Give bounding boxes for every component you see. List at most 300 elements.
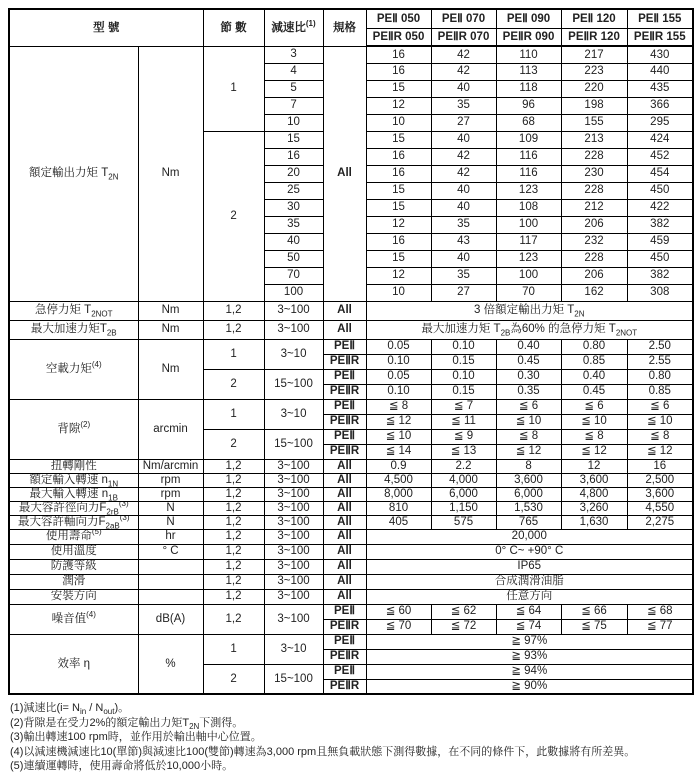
value-cell: 4,500: [366, 473, 431, 487]
value-cell: 450: [627, 250, 693, 267]
value-cell: 68: [496, 114, 561, 131]
stage-cell: 1: [203, 339, 264, 369]
ratio-cell: 15~100: [264, 369, 323, 399]
row-label: 背隙$^{(2)}$: [9, 399, 138, 459]
span-value-cell: ≧ 97%: [366, 634, 693, 649]
value-cell: 382: [627, 216, 693, 233]
spec-cell: All: [323, 544, 366, 559]
value-cell: 42: [431, 165, 496, 182]
ratio-cell: 3~100: [264, 473, 323, 487]
value-cell: 435: [627, 80, 693, 97]
value-cell: 0.85: [627, 384, 693, 399]
value-cell: 0.15: [431, 384, 496, 399]
unit-cell: N: [138, 501, 203, 515]
spec-cell: All: [323, 301, 366, 320]
value-cell: 0.15: [431, 354, 496, 369]
spec-cell: All: [323, 487, 366, 501]
table-row: [9, 589, 693, 604]
unit-cell: arcmin: [138, 399, 203, 459]
value-cell: 100: [496, 267, 561, 284]
value-cell: 35: [431, 97, 496, 114]
value-cell: 8,000: [366, 487, 431, 501]
value-cell: 295: [627, 114, 693, 131]
footnotes: [10, 701, 690, 774]
value-cell: 228: [561, 148, 627, 165]
value-cell: 4,000: [431, 473, 496, 487]
value-cell: 0.05: [366, 339, 431, 354]
value-cell: 0.80: [561, 339, 627, 354]
span-value-cell: 20,000: [366, 529, 693, 544]
value-cell: 308: [627, 284, 693, 301]
value-cell: ≦ 66: [561, 604, 627, 619]
value-cell: 3,600: [627, 487, 693, 501]
value-cell: 0.10: [366, 354, 431, 369]
ratio-cell: 40: [264, 233, 323, 250]
stage-cell: 2: [203, 664, 264, 694]
row-label: 扭轉剛性: [9, 459, 138, 473]
value-cell: 4,800: [561, 487, 627, 501]
value-cell: 6,000: [431, 487, 496, 501]
value-cell: 430: [627, 46, 693, 63]
spec-table-body: [9, 9, 693, 694]
value-cell: ≦ 7: [431, 399, 496, 414]
value-cell: ≦ 74: [496, 619, 561, 634]
ratio-cell: 3: [264, 46, 323, 63]
value-cell: 206: [561, 267, 627, 284]
value-cell: 366: [627, 97, 693, 114]
value-cell: 0.10: [431, 339, 496, 354]
value-cell: 198: [561, 97, 627, 114]
ratio-cell: 3~100: [264, 501, 323, 515]
value-cell: 0.35: [496, 384, 561, 399]
spec-cell: PEⅡR: [323, 354, 366, 369]
unit-cell: [138, 559, 203, 574]
table-row: [9, 473, 693, 487]
value-cell: ≦ 14: [366, 444, 431, 459]
span-value-cell: 3 倍額定輸出力矩 $T_{2N}$: [366, 301, 693, 320]
col-header-model-pe2r-1: PEⅡR 070: [431, 28, 496, 46]
value-cell: ≦ 64: [496, 604, 561, 619]
value-cell: 16: [627, 459, 693, 473]
value-cell: 440: [627, 63, 693, 80]
table-row: [9, 604, 693, 619]
value-cell: ≦ 12: [496, 444, 561, 459]
ratio-cell: 35: [264, 216, 323, 233]
value-cell: ≦ 8: [627, 429, 693, 444]
row-label: 額定輸入轉速 $n_{1N}$: [9, 473, 138, 487]
value-cell: ≦ 10: [627, 414, 693, 429]
value-cell: 40: [431, 80, 496, 97]
value-cell: 113: [496, 63, 561, 80]
value-cell: ≦ 8: [366, 399, 431, 414]
value-cell: 2.2: [431, 459, 496, 473]
spec-cell: PEⅡ: [323, 399, 366, 414]
value-cell: 15: [366, 182, 431, 199]
unit-cell: [138, 574, 203, 589]
value-cell: 2,275: [627, 515, 693, 529]
row-label: 最大輸入轉速 $n_{1B}$: [9, 487, 138, 501]
value-cell: 118: [496, 80, 561, 97]
row-label: 使用溫度: [9, 544, 138, 559]
stage-cell: 1: [203, 634, 264, 664]
stage-cell: 1,2: [203, 604, 264, 634]
unit-cell: dB(A): [138, 604, 203, 634]
value-cell: 223: [561, 63, 627, 80]
value-cell: ≦ 8: [496, 429, 561, 444]
value-cell: 110: [496, 46, 561, 63]
span-value-cell: ≧ 90%: [366, 679, 693, 694]
stage-cell: 1,2: [203, 574, 264, 589]
ratio-cell: 70: [264, 267, 323, 284]
value-cell: 15: [366, 80, 431, 97]
ratio-cell: 3~100: [264, 459, 323, 473]
table-row: [9, 634, 693, 649]
unit-cell: Nm/arcmin: [138, 459, 203, 473]
value-cell: 109: [496, 131, 561, 148]
value-cell: 454: [627, 165, 693, 182]
value-cell: ≦ 10: [561, 414, 627, 429]
ratio-cell: 3~100: [264, 320, 323, 339]
row-label: 潤滑: [9, 574, 138, 589]
stage-cell: 1,2: [203, 589, 264, 604]
stage-cell: 1,2: [203, 559, 264, 574]
col-header-model-pe2-2: PEⅡ 090: [496, 9, 561, 28]
value-cell: 42: [431, 148, 496, 165]
value-cell: 0.30: [496, 369, 561, 384]
value-cell: 35: [431, 267, 496, 284]
col-header-model-pe2-4: PEⅡ 155: [627, 9, 693, 28]
unit-cell: Nm: [138, 320, 203, 339]
value-cell: 8: [496, 459, 561, 473]
ratio-cell: 16: [264, 148, 323, 165]
value-cell: 40: [431, 131, 496, 148]
spec-cell: PEⅡ: [323, 634, 366, 649]
value-cell: 228: [561, 182, 627, 199]
row-label: 急停力矩 $T_{2NOT}$: [9, 301, 138, 320]
footnote-4: (4)以減速機減速比10(單節)與減速比100(雙節)轉速為3,000 rpm且無負載狀態下測得數據，在不同的條件下，此數據將有所差異。: [10, 745, 636, 758]
table-row: [9, 501, 693, 515]
spec-cell: PEⅡR: [323, 384, 366, 399]
col-header-stages: 節 數: [203, 9, 264, 46]
spec-cell: PEⅡ: [323, 604, 366, 619]
value-cell: ≦ 77: [627, 619, 693, 634]
row-label: 使用壽命$^{(5)}$: [9, 529, 138, 544]
stage-cell: 1,2: [203, 320, 264, 339]
value-cell: 6,000: [496, 487, 561, 501]
ratio-cell: 3~100: [264, 487, 323, 501]
value-cell: 16: [366, 148, 431, 165]
value-cell: 0.10: [431, 369, 496, 384]
value-cell: 450: [627, 182, 693, 199]
value-cell: ≦ 62: [431, 604, 496, 619]
table-row: [9, 320, 693, 339]
stage-cell: 1,2: [203, 544, 264, 559]
value-cell: 4,550: [627, 501, 693, 515]
col-header-model: 型 號: [9, 9, 203, 46]
span-value-cell: ≧ 93%: [366, 649, 693, 664]
stage-cell: 1,2: [203, 301, 264, 320]
value-cell: 0.45: [496, 354, 561, 369]
row-label: 防護等級: [9, 559, 138, 574]
stage-cell: 1,2: [203, 473, 264, 487]
span-value-cell: 0° C~ +90° C: [366, 544, 693, 559]
stage-cell: 1,2: [203, 529, 264, 544]
spec-cell: PEⅡR: [323, 649, 366, 664]
spec-cell: All: [323, 574, 366, 589]
value-cell: 2.55: [627, 354, 693, 369]
value-cell: 16: [366, 165, 431, 182]
ratio-cell: 10: [264, 114, 323, 131]
value-cell: ≦ 72: [431, 619, 496, 634]
span-value-cell: 合成潤滑油脂: [366, 574, 693, 589]
row-label: 最大容許徑向力$F_{2rB}^{(3)}$: [9, 501, 138, 515]
table-row: [9, 559, 693, 574]
stage-cell: 1,2: [203, 501, 264, 515]
col-header-model-pe2r-2: PEⅡR 090: [496, 28, 561, 46]
value-cell: 2.50: [627, 339, 693, 354]
value-cell: 0.10: [366, 384, 431, 399]
row-label-rated-output-torque: 額定輸出力矩 $T_{2N}$: [9, 46, 138, 301]
value-cell: ≦ 10: [496, 414, 561, 429]
value-cell: 123: [496, 182, 561, 199]
row-label: 效率 η: [9, 634, 138, 694]
ratio-cell: 5: [264, 80, 323, 97]
ratio-cell: 3~100: [264, 544, 323, 559]
value-cell: 382: [627, 267, 693, 284]
ratio-cell: 50: [264, 250, 323, 267]
value-cell: 0.85: [561, 354, 627, 369]
span-value-cell: ≧ 94%: [366, 664, 693, 679]
unit-cell: Nm: [138, 46, 203, 301]
table-row: [9, 339, 693, 354]
spec-cell: All: [323, 515, 366, 529]
value-cell: 424: [627, 131, 693, 148]
ratio-cell: 3~10: [264, 339, 323, 369]
value-cell: 16: [366, 46, 431, 63]
value-cell: 213: [561, 131, 627, 148]
table-row: [9, 399, 693, 414]
table-row: [9, 544, 693, 559]
value-cell: 422: [627, 199, 693, 216]
value-cell: ≦ 12: [366, 414, 431, 429]
spec-cell: All: [323, 559, 366, 574]
unit-cell: N: [138, 515, 203, 529]
spec-cell: PEⅡ: [323, 339, 366, 354]
value-cell: 0.40: [496, 339, 561, 354]
unit-cell: hr: [138, 529, 203, 544]
value-cell: 810: [366, 501, 431, 515]
stage-cell: 2: [203, 131, 264, 301]
stage-cell: 2: [203, 429, 264, 459]
value-cell: 12: [561, 459, 627, 473]
span-value-cell: 任意方向: [366, 589, 693, 604]
table-row: [9, 574, 693, 589]
stage-cell: 1,2: [203, 487, 264, 501]
table-row: [9, 46, 693, 63]
value-cell: 452: [627, 148, 693, 165]
col-header-model-pe2-1: PEⅡ 070: [431, 9, 496, 28]
value-cell: 96: [496, 97, 561, 114]
value-cell: 12: [366, 216, 431, 233]
value-cell: 217: [561, 46, 627, 63]
spec-cell: All: [323, 459, 366, 473]
value-cell: 220: [561, 80, 627, 97]
value-cell: 10: [366, 284, 431, 301]
stage-cell: 2: [203, 369, 264, 399]
value-cell: ≦ 70: [366, 619, 431, 634]
value-cell: 117: [496, 233, 561, 250]
spec-cell: All: [323, 320, 366, 339]
spec-cell: All: [323, 501, 366, 515]
value-cell: 35: [431, 216, 496, 233]
value-cell: 12: [366, 267, 431, 284]
value-cell: 43: [431, 233, 496, 250]
value-cell: 116: [496, 148, 561, 165]
value-cell: 123: [496, 250, 561, 267]
value-cell: 12: [366, 97, 431, 114]
col-header-spec: 規格: [323, 9, 366, 46]
table-row: [9, 515, 693, 529]
table-row: [9, 9, 693, 28]
ratio-cell: 20: [264, 165, 323, 182]
footnote-1: (1)減速比$(i= N_{in} / N_{out})$。: [10, 702, 130, 717]
spec-cell: PEⅡ: [323, 369, 366, 384]
unit-cell: %: [138, 634, 203, 694]
spec-cell: PEⅡR: [323, 619, 366, 634]
ratio-cell: 3~100: [264, 589, 323, 604]
col-header-ratio: 減速比$^{(1)}$: [264, 9, 323, 46]
value-cell: 15: [366, 131, 431, 148]
col-header-model-pe2r-0: PEⅡR 050: [366, 28, 431, 46]
value-cell: 459: [627, 233, 693, 250]
row-label: 最大加速力矩$T_{2B}$: [9, 320, 138, 339]
ratio-cell: 15~100: [264, 664, 323, 694]
ratio-cell: 3~10: [264, 399, 323, 429]
value-cell: ≦ 13: [431, 444, 496, 459]
value-cell: ≦ 9: [431, 429, 496, 444]
row-label: 噪音值$^{(4)}$: [9, 604, 138, 634]
ratio-cell: 4: [264, 63, 323, 80]
spec-cell: PEⅡ: [323, 429, 366, 444]
value-cell: 27: [431, 114, 496, 131]
value-cell: ≦ 6: [496, 399, 561, 414]
stage-cell: 1: [203, 46, 264, 131]
ratio-cell: 3~100: [264, 559, 323, 574]
value-cell: 16: [366, 63, 431, 80]
value-cell: 206: [561, 216, 627, 233]
col-header-model-pe2-3: PEⅡ 120: [561, 9, 627, 28]
value-cell: ≦ 68: [627, 604, 693, 619]
ratio-cell: 30: [264, 199, 323, 216]
value-cell: 16: [366, 233, 431, 250]
ratio-cell: 100: [264, 284, 323, 301]
col-header-model-pe2-0: PEⅡ 050: [366, 9, 431, 28]
value-cell: 212: [561, 199, 627, 216]
ratio-cell: 3~100: [264, 529, 323, 544]
stage-cell: 1,2: [203, 459, 264, 473]
row-label: 安裝方向: [9, 589, 138, 604]
table-row: [9, 301, 693, 320]
ratio-cell: 3~10: [264, 634, 323, 664]
value-cell: 3,260: [561, 501, 627, 515]
ratio-cell: 15~100: [264, 429, 323, 459]
value-cell: 575: [431, 515, 496, 529]
value-cell: ≦ 6: [627, 399, 693, 414]
value-cell: 1,530: [496, 501, 561, 515]
value-cell: ≦ 60: [366, 604, 431, 619]
spec-cell: PEⅡR: [323, 679, 366, 694]
unit-cell: Nm: [138, 339, 203, 399]
value-cell: ≦ 12: [627, 444, 693, 459]
value-cell: 0.05: [366, 369, 431, 384]
unit-cell: rpm: [138, 487, 203, 501]
ratio-cell: 15: [264, 131, 323, 148]
value-cell: 765: [496, 515, 561, 529]
spec-cell: All: [323, 589, 366, 604]
value-cell: 0.40: [561, 369, 627, 384]
unit-cell: Nm: [138, 301, 203, 320]
value-cell: 108: [496, 199, 561, 216]
spec-cell: All: [323, 473, 366, 487]
footnote-3: (3)輸出轉速100 rpm時，並作用於輸出軸中心位置。: [10, 731, 262, 744]
ratio-cell: 3~100: [264, 604, 323, 634]
value-cell: ≦ 10: [366, 429, 431, 444]
value-cell: 2,500: [627, 473, 693, 487]
ratio-cell: 7: [264, 97, 323, 114]
value-cell: 116: [496, 165, 561, 182]
span-value-cell: IP65: [366, 559, 693, 574]
value-cell: 405: [366, 515, 431, 529]
value-cell: ≦ 8: [561, 429, 627, 444]
unit-cell: rpm: [138, 473, 203, 487]
value-cell: 0.45: [561, 384, 627, 399]
value-cell: ≦ 6: [561, 399, 627, 414]
value-cell: 0.9: [366, 459, 431, 473]
col-header-model-pe2r-3: PEⅡR 120: [561, 28, 627, 46]
row-label: 最大容許軸向力$F_{2aB}^{(3)}$: [9, 515, 138, 529]
row-label: 空載力矩$^{(4)}$: [9, 339, 138, 399]
value-cell: 230: [561, 165, 627, 182]
value-cell: 3,600: [561, 473, 627, 487]
value-cell: 3,600: [496, 473, 561, 487]
value-cell: 70: [496, 284, 561, 301]
value-cell: 100: [496, 216, 561, 233]
value-cell: 1,630: [561, 515, 627, 529]
ratio-cell: 3~100: [264, 301, 323, 320]
spec-cell: PEⅡ: [323, 664, 366, 679]
table-row: [9, 529, 693, 544]
gearbox-spec-table: [8, 8, 694, 695]
stage-cell: 1: [203, 399, 264, 429]
value-cell: 10: [366, 114, 431, 131]
unit-cell: [138, 589, 203, 604]
col-header-model-pe2r-4: PEⅡR 155: [627, 28, 693, 46]
value-cell: 27: [431, 284, 496, 301]
table-row: [9, 459, 693, 473]
value-cell: 0.80: [627, 369, 693, 384]
ratio-cell: 3~100: [264, 515, 323, 529]
spec-cell: PEⅡR: [323, 414, 366, 429]
value-cell: 155: [561, 114, 627, 131]
unit-cell: ° C: [138, 544, 203, 559]
table-row: [9, 487, 693, 501]
value-cell: 42: [431, 46, 496, 63]
value-cell: ≦ 75: [561, 619, 627, 634]
value-cell: 40: [431, 182, 496, 199]
footnote-5: (5)連續運轉時，使用壽命將低於10,000小時。: [10, 760, 234, 773]
value-cell: 232: [561, 233, 627, 250]
value-cell: 228: [561, 250, 627, 267]
